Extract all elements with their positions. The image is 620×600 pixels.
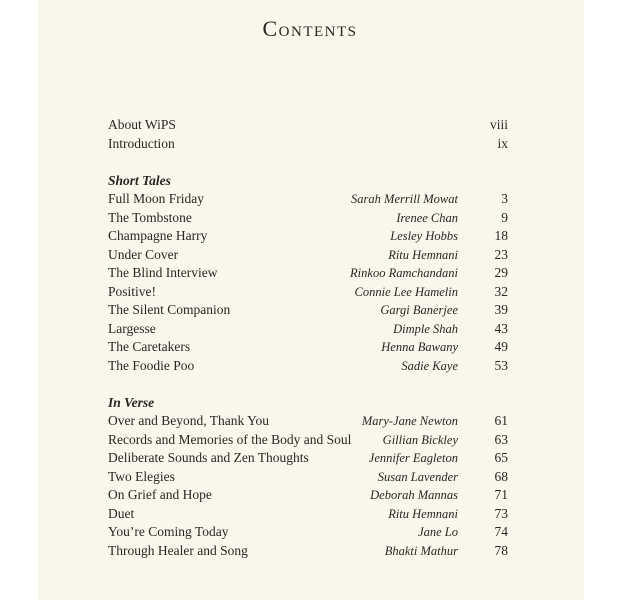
entry-author: Lesley Hobbs <box>390 229 458 243</box>
entry-page: 78 <box>494 542 508 558</box>
toc-entry[interactable] <box>108 449 508 468</box>
entry-author: Gargi Banerjee <box>380 303 458 317</box>
entry-author: Jennifer Eagleton <box>368 451 458 465</box>
entry-page: 9 <box>501 209 508 225</box>
section-heading: In Verse <box>108 394 155 410</box>
toc-entry[interactable] <box>108 412 508 431</box>
entry-author: Irenee Chan <box>396 210 458 225</box>
entry-title: Two Elegies <box>108 468 175 484</box>
front-matter-entry[interactable] <box>108 116 508 135</box>
entry-author: Ritu Hemnani <box>388 247 458 262</box>
front-matter-entry[interactable] <box>108 135 508 154</box>
entry-title: Largesse <box>108 320 156 336</box>
toc-entry[interactable] <box>108 320 508 339</box>
toc-entry[interactable] <box>108 338 508 357</box>
entry-title: The Silent Companion <box>108 302 231 317</box>
toc-entry[interactable] <box>108 505 508 524</box>
entry-author: Mary-Jane Newton <box>361 414 458 428</box>
entry-page: 63 <box>494 431 508 447</box>
page-title: Contents <box>262 16 358 41</box>
entry-page: 53 <box>494 357 508 373</box>
entry-page: viii <box>489 117 508 132</box>
entry-page: ix <box>497 135 508 151</box>
entry-title: You’re Coming Today <box>108 524 229 539</box>
toc-entry[interactable] <box>108 357 508 376</box>
entry-page: 43 <box>494 320 508 336</box>
entry-author: Sarah Merrill Mowat <box>351 192 458 206</box>
entry-title: About WiPS <box>108 117 176 132</box>
entry-author: Deborah Mannas <box>370 488 458 502</box>
toc-entry[interactable] <box>108 523 508 542</box>
entry-title: Deliberate Sounds and Zen Thoughts <box>108 450 309 465</box>
entry-author: Susan Lavender <box>377 469 458 484</box>
entry-author: Bhakti Mathur <box>384 543 458 558</box>
toc-entry[interactable] <box>108 264 508 283</box>
toc-entry[interactable] <box>108 431 508 450</box>
toc-entry[interactable] <box>108 283 508 302</box>
entry-author: Dimple Shah <box>393 321 458 336</box>
entry-page: 3 <box>501 191 508 206</box>
entry-author: Rinkoo Ramchandani <box>350 266 458 280</box>
entry-title: Over and Beyond, Thank You <box>108 413 269 428</box>
entry-author: Jane Lo <box>418 525 458 539</box>
entry-page: 61 <box>494 413 508 428</box>
entry-title: The Caretakers <box>108 339 191 354</box>
entry-title: Duet <box>108 505 135 521</box>
entry-page: 68 <box>494 468 508 484</box>
entry-author: Ritu Hemnani <box>388 506 458 521</box>
entry-title: The Blind Interview <box>108 265 218 280</box>
toc-entry[interactable] <box>108 190 508 209</box>
entry-page: 74 <box>494 524 508 539</box>
entry-author: Sadie Kaye <box>401 358 458 373</box>
spacer <box>108 375 508 394</box>
entry-author: Henna Bawany <box>381 340 458 354</box>
entry-author: Connie Lee Hamelin <box>354 284 458 299</box>
entry-title: The Tombstone <box>108 209 192 225</box>
entry-title: Under Cover <box>108 246 179 262</box>
toc-entry[interactable] <box>108 227 508 246</box>
table-of-contents <box>108 116 508 560</box>
entry-title: Full Moon Friday <box>108 191 205 206</box>
entry-page: 39 <box>494 302 508 317</box>
entry-title: Introduction <box>108 135 175 151</box>
toc-entry[interactable] <box>108 246 508 265</box>
entry-title: Positive! <box>108 283 157 299</box>
entry-page: 73 <box>494 505 508 521</box>
toc-entry[interactable] <box>108 209 508 228</box>
spacer <box>108 153 508 172</box>
toc-entry[interactable] <box>108 486 508 505</box>
entry-title: Through Healer and Song <box>108 542 248 558</box>
entry-page: 71 <box>494 487 508 502</box>
toc-entry[interactable] <box>108 468 508 487</box>
section-heading: Short Tales <box>108 172 171 188</box>
entry-title: Champagne Harry <box>108 228 208 243</box>
entry-page: 23 <box>494 246 508 262</box>
entry-author: Gillian Bickley <box>382 432 458 447</box>
toc-entry[interactable] <box>108 301 508 320</box>
entry-title: On Grief and Hope <box>108 487 212 502</box>
entry-title: The Foodie Poo <box>108 357 195 373</box>
entry-page: 32 <box>494 283 508 299</box>
toc-entry[interactable] <box>108 542 508 561</box>
entry-page: 18 <box>494 228 508 243</box>
entry-page: 65 <box>494 450 508 465</box>
entry-page: 49 <box>494 339 508 354</box>
entry-page: 29 <box>494 265 508 280</box>
entry-title: Records and Memories of the Body and Soul <box>108 431 352 447</box>
